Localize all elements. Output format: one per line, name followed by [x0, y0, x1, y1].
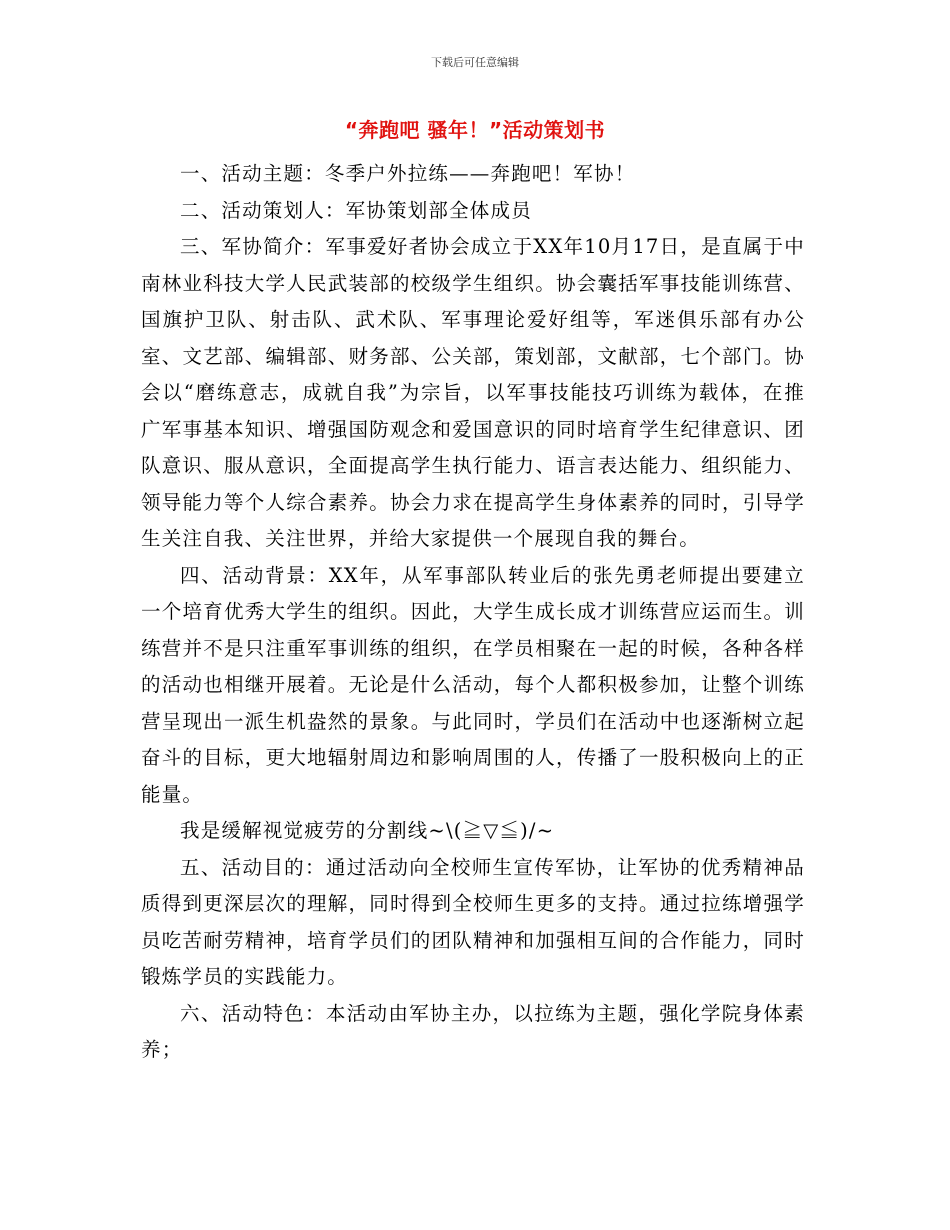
section-planner: 二、活动策划人：军协策划部全体成员 [180, 198, 532, 222]
section-purpose: 五、活动目的：通过活动向全校师生宣传军协，让军协的优秀精神品质得到更深层次的理解，同时得到全校师生更多的支持。通过拉练增强学员吃苦耐劳精神，培育学员们的团队精神和加强相互间的合作能力，同时锻炼学员的实践能力。 [141, 855, 805, 988]
section-theme: 一、活动主题：冬季户外拉练——奔跑吧！军协！ [180, 162, 636, 185]
section-introduction: 三、军协简介：军事爱好者协会成立于XX年10月17日，是直属于中南林业科技大学人民武装部的校级学生组织。协会囊括军事技能训练营、国旗护卫队、射击队、武术队、军事理论爱好组等，军迷俱乐部有办公室、文艺部、编辑部、财务部、公关部，策划部，文献部，七个部门。协会以“磨练意志，成就自我”为宗旨，以军事技能技巧训练为载体，在推广军事基本知识、增强国防观念和爱国意识的同时培育学生纪律意识、团队意识、服从意识，全面提高学生执行能力、语言表达能力、组织能力、领导能力等个人综合素养。协会力求在提高学生身体素养的同时，引导学生关注自我、关注世界，并给大家提供一个展现自我的舞台。 [141, 235, 805, 550]
document-body [141, 156, 805, 1069]
document-title: “奔跑吧 骚年！”活动策划书 [344, 118, 606, 142]
header-watermark: 下载后可任意编辑 [431, 56, 519, 69]
divider-line-text: 我是缓解视觉疲劳的分割线~\(≧▽≦)/~ [180, 819, 555, 842]
section-features: 六、活动特色：本活动由军协主办，以拉练为主题，强化学院身体素养； [141, 1001, 805, 1061]
section-background: 四、活动背景：XX年，从军事部队转业后的张先勇老师提出要建立一个培育优秀大学生的组织。因此，大学生成长成才训练营应运而生。训练营并不是只注重军事训练的组织，在学员相聚在一起的时候，各种各样的活动也相继开展着。无论是什么活动，每个人都积极参加，让整个训练营呈现出一派生机盎然的景象。与此同时，学员们在活动中也逐渐树立起奋斗的目标，更大地辐射周边和影响周围的人，传播了一股积极向上的正能量。 [141, 563, 805, 806]
